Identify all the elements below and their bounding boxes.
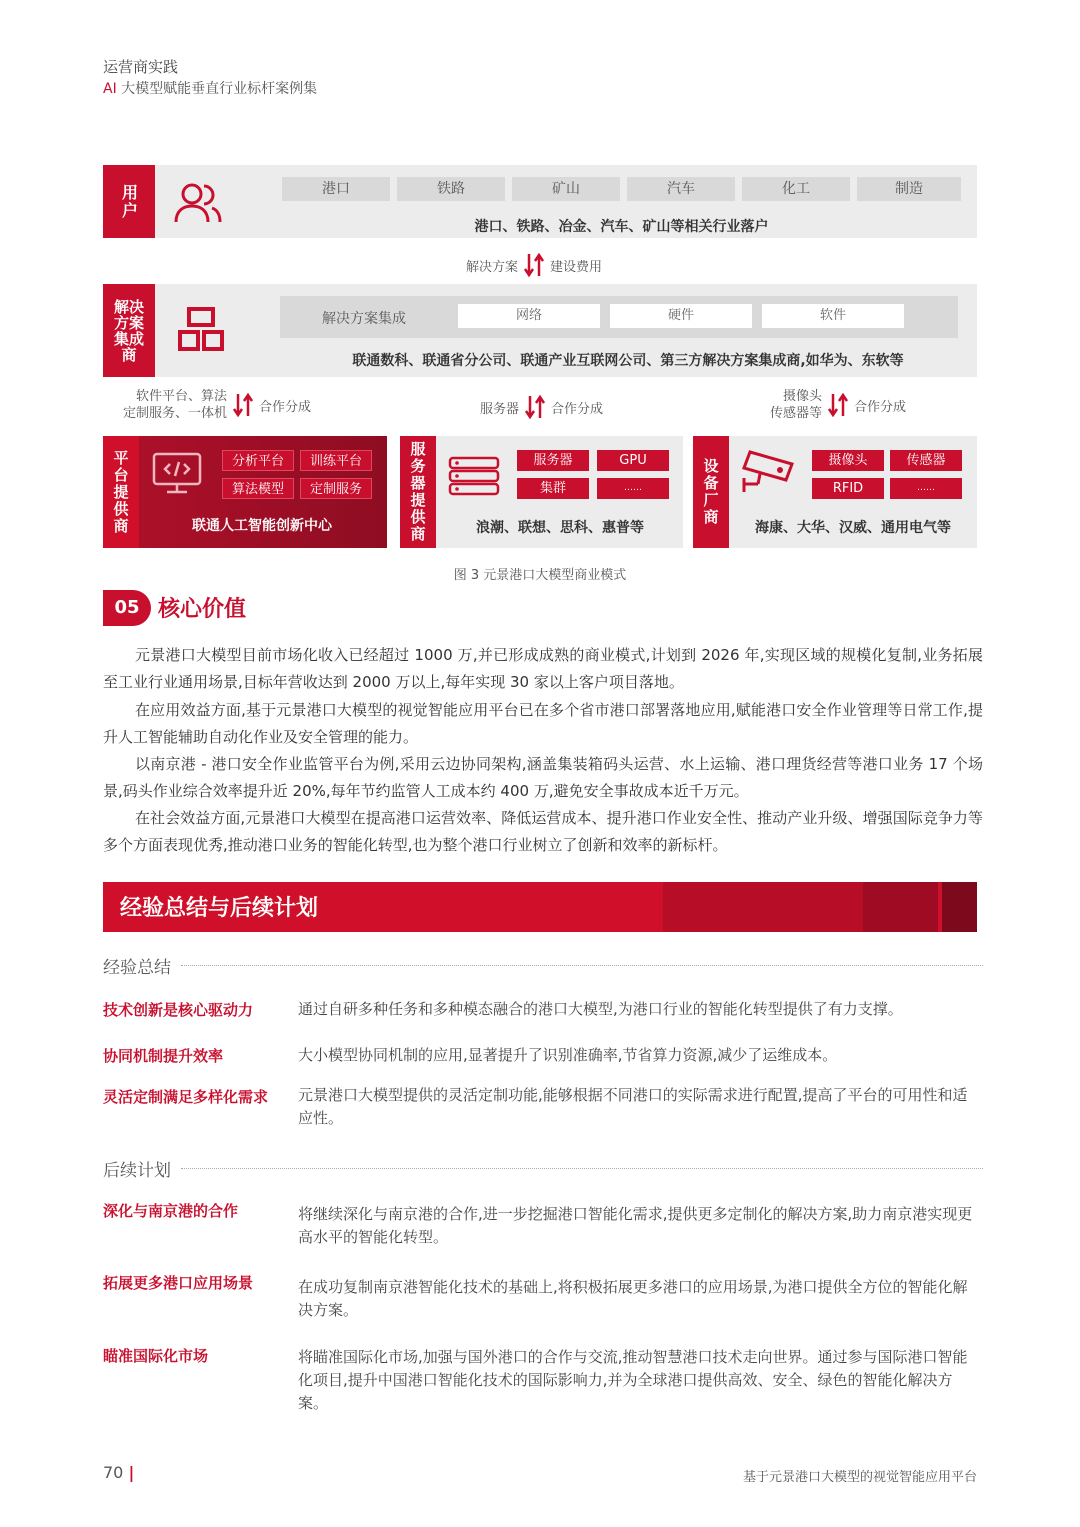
server-summary: 浪潮、联想、思科、惠普等 bbox=[476, 520, 644, 536]
code-monitor-icon bbox=[152, 452, 202, 498]
server-chip-server: 服务器 bbox=[517, 450, 589, 471]
device-summary: 海康、大华、汉威、通用电气等 bbox=[755, 520, 951, 536]
experience-key: 灵活定制满足多样化需求 bbox=[103, 1088, 269, 1106]
server-label: 服务器提供商 bbox=[400, 436, 436, 548]
integrators-title-chip: 解决方案集成 bbox=[322, 311, 406, 327]
server-rack-icon bbox=[448, 456, 500, 500]
integrators-chip-network: 网络 bbox=[458, 304, 600, 328]
device-chip-more: …… bbox=[890, 478, 962, 499]
section-title: 核心价值 bbox=[158, 597, 247, 622]
server-chip-gpu: GPU bbox=[597, 450, 669, 471]
section-number-badge: 05 bbox=[103, 590, 151, 626]
bidirectional-arrow-icon bbox=[525, 394, 545, 420]
page-number: 70 | bbox=[103, 1463, 135, 1482]
user-chip-port: 港口 bbox=[282, 177, 390, 201]
user-chip-mine: 矿山 bbox=[512, 177, 620, 201]
summary-banner-title: 经验总结与后续计划 bbox=[120, 896, 319, 921]
plan-key: 瞄准国际化市场 bbox=[103, 1347, 209, 1365]
plan-desc: 在成功复制南京港智能化技术的基础上,将积极拓展更多港口的应用场景,为港口提供全方位的智能化解决方案。 bbox=[298, 1278, 968, 1319]
footer-title: 基于元景港口大模型的视觉智能应用平台 bbox=[742, 1470, 977, 1485]
device-chip-sensor: 传感器 bbox=[890, 450, 962, 471]
users-icon bbox=[170, 180, 226, 230]
plan-subhead: 后续计划 bbox=[103, 1156, 983, 1181]
device-label: 设备厂商 bbox=[693, 436, 729, 548]
paragraph-2: 在应用效益方面,基于元景港口大模型的视觉智能应用平台已在多个省市港口部署落地应用,赋能港口安全作业管理等日常工作,提升人工智能辅助自动化作业及安全管理的能力。 bbox=[103, 701, 983, 746]
platform-label: 平台提供商 bbox=[103, 436, 139, 548]
flow-platform bbox=[123, 388, 311, 422]
platform-chip-training: 训练平台 bbox=[300, 450, 372, 471]
flow2-platform-left1: 软件平台、算法 bbox=[136, 389, 228, 404]
integrators-chip-software: 软件 bbox=[762, 304, 904, 328]
bidirectional-arrow-icon bbox=[233, 392, 253, 418]
flow-device bbox=[770, 388, 906, 422]
bidirectional-arrow-icon bbox=[524, 252, 544, 278]
flow2-server-left: 服务器 bbox=[480, 401, 520, 417]
ai-prefix: AI bbox=[103, 81, 117, 97]
platform-chip-analysis: 分析平台 bbox=[222, 450, 294, 471]
users-label: 用户 bbox=[103, 165, 155, 238]
platform-chip-algorithm: 算法模型 bbox=[222, 478, 294, 499]
integrators-summary: 联通数科、联通省分公司、联通产业互联网公司、第三方解决方案集成商,如华为、东软等 bbox=[352, 353, 904, 369]
user-chip-auto: 汽车 bbox=[627, 177, 735, 201]
plan-key: 拓展更多港口应用场景 bbox=[103, 1274, 254, 1292]
flow-users-integrators bbox=[466, 252, 602, 278]
user-chip-mfg: 制造 bbox=[857, 177, 961, 201]
integrators-chip-hardware: 硬件 bbox=[610, 304, 752, 328]
flow-server bbox=[480, 394, 603, 420]
flow2-platform-left2: 定制服务、一体机 bbox=[123, 406, 228, 421]
camera-icon bbox=[740, 448, 796, 498]
flow2-device-left2: 传感器等 bbox=[770, 406, 823, 421]
bidirectional-arrow-icon bbox=[828, 392, 848, 418]
device-chip-camera: 摄像头 bbox=[812, 450, 884, 471]
flow1-left: 解决方案 bbox=[466, 259, 519, 275]
product-icon bbox=[178, 306, 224, 356]
device-chip-rfid: RFID bbox=[812, 478, 884, 499]
flow2-server-right: 合作分成 bbox=[551, 401, 604, 417]
subtitle-text: 大模型赋能垂直行业标杆案例集 bbox=[116, 81, 318, 97]
experience-desc: 元景港口大模型提供的灵活定制功能,能够根据不同港口的实际需求进行配置,提高了平台的可用性和适应性。 bbox=[298, 1086, 968, 1127]
plan-desc: 将继续深化与南京港的合作,进一步挖掘港口智能化需求,提供更多定制化的解决方案,助力南京港实现更高水平的智能化转型。 bbox=[298, 1205, 973, 1246]
user-chip-rail: 铁路 bbox=[397, 177, 505, 201]
flow2-device-right: 合作分成 bbox=[854, 399, 907, 415]
platform-summary: 联通人工智能创新中心 bbox=[192, 518, 332, 534]
plan-desc: 将瞄准国际化市场,加强与国外港口的合作与交流,推动智慧港口技术走向世界。通过参与国际港口智能化项目,提升中国港口智能化技术的国际影响力,并为全球港口提供高效、安全、绿色的智能化解决方案。 bbox=[298, 1348, 968, 1412]
platform-chip-custom: 定制服务 bbox=[300, 478, 372, 499]
experience-key: 协同机制提升效率 bbox=[103, 1047, 224, 1065]
experience-subhead: 经验总结 bbox=[103, 953, 983, 978]
running-header-subtitle bbox=[103, 78, 317, 98]
experience-desc: 通过自研多种任务和多种模态融合的港口大模型,为港口行业的智能化转型提供了有力支撑。 bbox=[298, 1000, 903, 1018]
plan-key: 深化与南京港的合作 bbox=[103, 1202, 239, 1220]
server-chip-more: …… bbox=[597, 478, 669, 499]
running-header-title: 运营商实践 bbox=[103, 58, 179, 76]
figure-caption: 图 3 元景港口大模型商业模式 bbox=[453, 568, 627, 583]
flow2-device-left1: 摄像头 bbox=[783, 389, 823, 404]
integrators-label: 解决方案集成商 bbox=[103, 284, 155, 377]
paragraph-1: 元景港口大模型目前市场化收入已经超过 1000 万,并已形成成熟的商业模式,计划到 2026 年,实现区域的规模化复制,业务拓展至工业行业通用场景,目标年营收达到 2000 万以上,每年实现 30 家以上客户项目落地。 bbox=[103, 646, 983, 691]
users-summary: 港口、铁路、冶金、汽车、矿山等相关行业落户 bbox=[474, 219, 769, 235]
summary-banner bbox=[103, 882, 977, 932]
experience-desc: 大小模型协同机制的应用,显著提升了识别准确率,节省算力资源,减少了运维成本。 bbox=[298, 1046, 838, 1064]
experience-key: 技术创新是核心驱动力 bbox=[103, 1001, 254, 1019]
paragraph-4: 在社会效益方面,元景港口大模型在提高港口运营效率、降低运营成本、提升港口作业安全性、推动产业升级、增强国际竞争力等多个方面表现优秀,推动港口业务的智能化转型,也为整个港口行业树立了创新和效率的新标杆。 bbox=[103, 809, 983, 854]
user-chip-chem: 化工 bbox=[742, 177, 850, 201]
server-chip-cluster: 集群 bbox=[517, 478, 589, 499]
paragraph-3: 以南京港 - 港口安全作业监管平台为例,采用云边协同架构,涵盖集装箱码头运营、水上运输、港口理货经营等港口业务 17 个场景,码头作业综合效率提升近 20%,每年节约监管人工成本约 400 万,避免安全事故成本近千万元。 bbox=[103, 755, 983, 800]
flow1-right: 建设费用 bbox=[550, 259, 603, 275]
flow2-platform-right: 合作分成 bbox=[259, 399, 312, 415]
